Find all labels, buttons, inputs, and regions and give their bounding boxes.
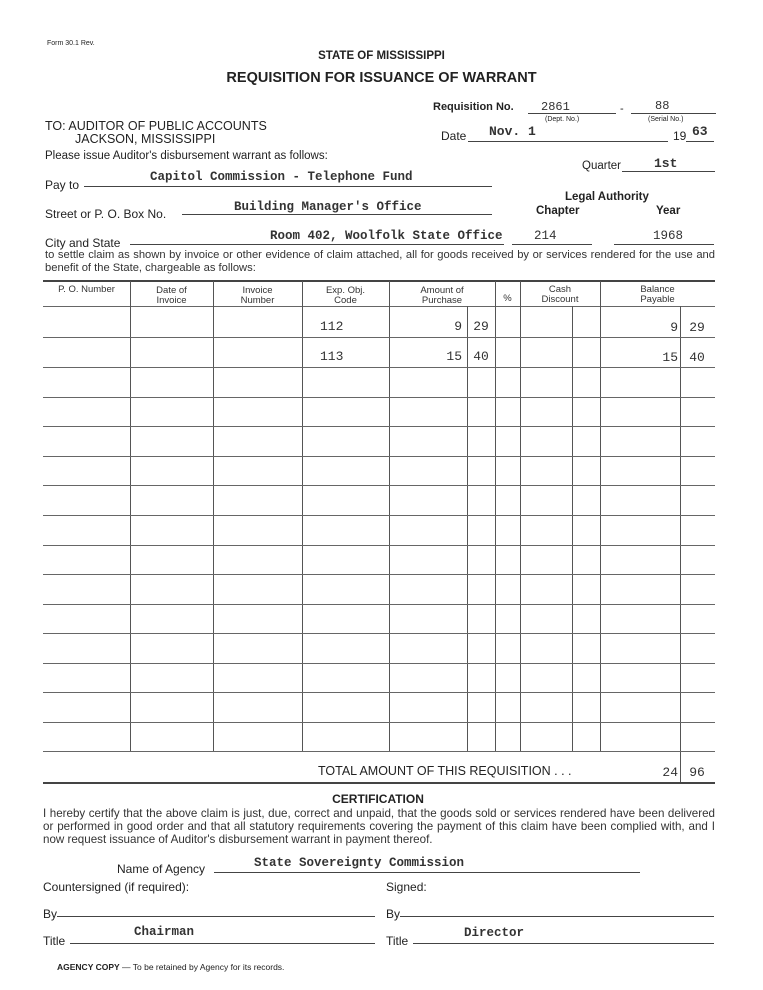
signed-label: Signed: bbox=[386, 880, 427, 894]
serial-caption: (Serial No.) bbox=[648, 116, 684, 123]
header-amount-of-purchase: Amount of Purchase bbox=[420, 285, 464, 306]
header-date-of-invoice: Date of Invoice bbox=[156, 285, 187, 306]
amount-cents: 40 bbox=[473, 349, 489, 364]
title-right-label: Title bbox=[386, 934, 409, 948]
header-po-number: P. O. Number bbox=[58, 284, 115, 295]
year-value: 63 bbox=[692, 124, 708, 139]
serial-number: 88 bbox=[655, 99, 670, 113]
street-value: Building Manager's Office bbox=[234, 200, 422, 214]
amount-dollars: 15 bbox=[446, 349, 462, 364]
settle-text: to settle claim as shown by invoice or other evidence of claim attached, all for goods received by or services rendered for the use and benefit of the State, chargeable as follows: bbox=[45, 249, 715, 274]
agency-copy-label: AGENCY COPY bbox=[57, 962, 120, 972]
quarter-value: 1st bbox=[654, 156, 678, 171]
pay-to-label: Pay to bbox=[45, 178, 80, 192]
agency-value: State Sovereignty Commission bbox=[254, 856, 465, 870]
chapter-label: Chapter bbox=[536, 205, 580, 217]
balance-cents: 29 bbox=[689, 320, 705, 335]
amount-cents: 29 bbox=[473, 319, 489, 334]
year-prefix: 19 bbox=[673, 129, 687, 143]
footer-note bbox=[57, 962, 284, 972]
chapter-value: 214 bbox=[534, 229, 557, 243]
pay-to-value: Capitol Commission - Telephone Fund bbox=[150, 170, 413, 184]
title-left-label: Title bbox=[43, 934, 66, 948]
total-cents: 96 bbox=[689, 765, 705, 780]
instruction-text: Please issue Auditor's disbursement warrant as follows: bbox=[45, 150, 328, 162]
by-left-label: By bbox=[43, 907, 58, 921]
certification-heading: CERTIFICATION bbox=[332, 792, 424, 806]
legal-authority-heading: Legal Authority bbox=[565, 191, 649, 203]
addressee-line1: TO: AUDITOR OF PUBLIC ACCOUNTS bbox=[45, 119, 267, 133]
form-number: Form 30.1 Rev. bbox=[47, 40, 95, 47]
countersigned-label: Countersigned (if required): bbox=[43, 880, 190, 894]
agency-label: Name of Agency bbox=[117, 862, 206, 876]
form-title: REQUISITION FOR ISSUANCE OF WARRANT bbox=[226, 70, 537, 86]
header-invoice-number: Invoice Number bbox=[240, 285, 275, 306]
total-label: TOTAL AMOUNT OF THIS REQUISITION . . . bbox=[318, 764, 572, 778]
balance-dollars: 9 bbox=[670, 320, 678, 335]
street-label: Street or P. O. Box No. bbox=[45, 207, 167, 221]
dept-number: 2861 bbox=[541, 100, 570, 114]
balance-cents: 40 bbox=[689, 350, 705, 365]
total-dollars: 24 bbox=[662, 765, 678, 780]
header-cash-discount: Cash Discount bbox=[541, 284, 579, 305]
title-right-value: Director bbox=[464, 926, 525, 940]
city-value: Room 402, Woolfolk State Office bbox=[270, 229, 503, 243]
header-percent: % bbox=[503, 293, 512, 304]
header-balance-payable: Balance Payable bbox=[640, 284, 675, 305]
year-label: Year bbox=[656, 205, 681, 217]
certification-text: I hereby certify that the above claim is just, due, correct and unpaid, that the goods sold or services rendered have been delivered or performed in good order and that all statutory requirements covering the payment of this claim have been complied with, and I now request issuance of Auditor's disbursement warrant in payment thereof. bbox=[43, 807, 715, 846]
exp-code: 112 bbox=[320, 319, 344, 334]
state-heading: STATE OF MISSISSIPPI bbox=[318, 50, 445, 62]
addressee-line2: JACKSON, MISSISSIPPI bbox=[75, 132, 216, 146]
amount-dollars: 9 bbox=[454, 319, 462, 334]
date-value: Nov. 1 bbox=[489, 124, 536, 139]
header-exp-obj-code: Exp. Obj. Code bbox=[325, 285, 366, 306]
city-label: City and State bbox=[45, 236, 121, 250]
by-right-label: By bbox=[386, 907, 401, 921]
balance-dollars: 15 bbox=[662, 350, 678, 365]
title-left-value: Chairman bbox=[134, 925, 195, 939]
quarter-label: Quarter bbox=[582, 160, 621, 172]
agency-copy-note: — To be retained by Agency for its records. bbox=[122, 962, 285, 972]
legal-year-value: 1968 bbox=[653, 229, 684, 243]
exp-code: 113 bbox=[320, 349, 344, 364]
dash: - bbox=[620, 103, 624, 115]
dept-caption: (Dept. No.) bbox=[545, 116, 580, 123]
requisition-label: Requisition No. bbox=[433, 101, 514, 113]
date-label: Date bbox=[441, 129, 467, 143]
